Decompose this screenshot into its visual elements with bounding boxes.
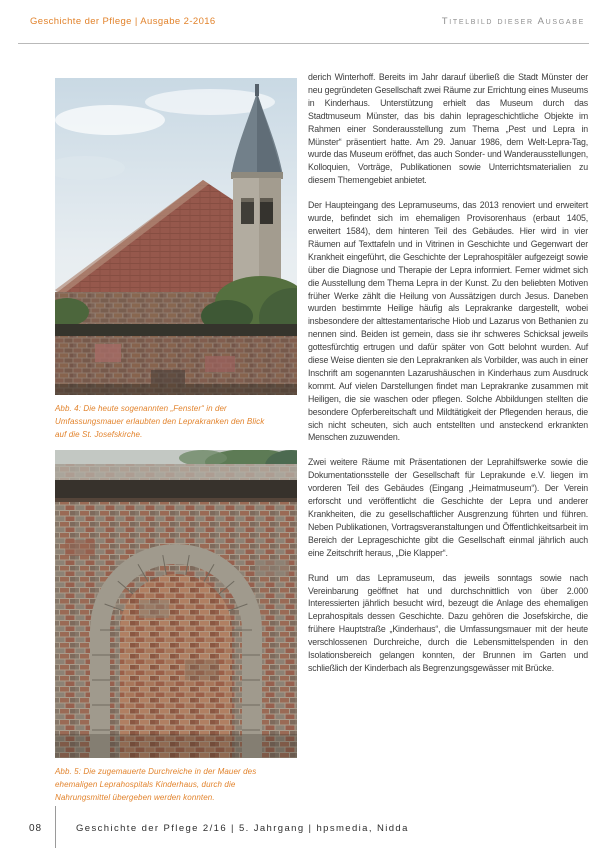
article-paragraph: derich Winterhoff. Bereits im Jahr darauf überließ die Stadt Münster der neu gegründeten Gesellschaft zwei Räume zur Errichtung eines Museums in Kinderhaus. Unterstützung erhielt das Museum durch das Stadtmuseum Münster, das bis dahin leprageschichtliche Objekte im Rahmen einer Sonderausstellung zum Thema „Pest und Lepra in Münster“ präsentiert hatte. Am 29. Januar 1986, dem Welt-Lepra-Tag, wurde das Museum eröffnet, das auch Sonder- und Wanderausstellungen, Kolloquien, Vorträge, Publikationen sowie Unterrichtsmaterialien zu diesem Themengebiet anbietet. — [308, 72, 588, 186]
article-paragraph: Der Haupteingang des Lepramuseums, das 2013 renoviert und erweitert wurde, befindet sich im ehemaligen Provisorenhaus (erbaut 1405, erweitert 1584), dem hinteren Teil des Gebäudes. Hier wird in vier Räumen auf Texttafeln und in Vitrinen in Geschichte und Gegenwart der Krankheit eingeführt, die Geschichte der Leprahospitäler aufgezeigt sowie über die Diagnose und Therapie der Lepra informiert. Ferner widmet sich die Ausstellung dem Thema Lepra in der Kunst. Zu den beliebten Motiven früher Werke zählt die Heilung von Aussätzigen durch Jesus. Daneben wurden bestimmte Heilige häufig als Leprakranke dargestellt, wobei insbesondere der alttestamentarische Hiob und Lazarus von Bethanien zu nennen sind. Beiden ist gemein, dass sie ihr schweres Schicksal jeweils gottesfürchtig ertrugen und dafür später von Gott belohnt wurden. Auf diese Weise dienten sie den Leprakranken als Vorbilder, was auch in einer Inschrift am sogenannten Lazarushäuschen in Kinderhaus zum Ausdruck kommt. Auf vielen Darstellungen findet man Leprakranke zusammen mit Heiligen, die sie waschen oder pflegen. Solche Abbildungen stellten die besondere Opferbereitschaft und Mildtätigkeit der Pflegenden heraus, die sich nicht scheuten, sich auch entstellten und ansteckend erkrankten Menschen zuzuwenden. — [308, 200, 588, 443]
article-paragraph: Rund um das Lepramuseum, das jeweils sonntags sowie nach Vereinbarung geöffnet hat und durchschnittlich von über 2.000 Interessierten jährlich besucht wird, bezeugt die Anlage des ehemaligen Leprahospitals dessen Geschichte. Dazu gehören die Josefskirche, die frühere Hauptstraße „Kinderhaus“, die Umfassungsmauer mit der heute verschlossenen Durchreiche, durch die Lebensmittelspenden in den Isolationsbereich gelangen konnten, der Brunnen im Garten und schließlich der Kinderbach als Begrenzungsgewässer mit Brücke. — [308, 572, 588, 673]
running-head-journal: Geschichte der Pflege | Ausgabe 2-2016 — [30, 16, 216, 27]
bricked-up-arch-photo — [55, 450, 297, 758]
article-text-column — [308, 71, 588, 687]
page-footer — [0, 820, 607, 853]
footer-divider — [55, 806, 56, 848]
page-number: 08 — [29, 823, 43, 834]
running-head-section: Titelbild dieser Ausgabe — [441, 16, 585, 27]
footer-imprint: Geschichte der Pflege 2/16 | 5. Jahrgang | hpsmedia, Nidda — [76, 823, 409, 834]
figure-caption-arch: Abb. 5: Die zugemauerte Durchreiche in der Mauer des ehemaligen Leprahospitals Kinderhaus, durch die Nahrungsmittel übergeben werden konnten. — [55, 767, 257, 802]
figure-column — [55, 78, 297, 802]
article-paragraph: Zwei weitere Räume mit Präsentationen der Leprahilfswerke sowie die Dokumentationsstelle der Gesellschaft für Leprakunde e.V. liegen im vorderen Teil des Gebäudes (Eingang „Heimatmuseum“). Der Verein erforscht und veröffentlicht die Geschichte der Lepra und anderer Krankheiten, die zu gesellschaftlicher Ausgrenzung führten und führen. Neben Publikationen, Vortragsveranstaltungen und Öffentlichkeitsarbeit im Bereich der Leprageschichte gibt die Gesellschaft einmal jährlich auch eine Zeitschrift heraus, „Die Klapper“. — [308, 457, 588, 558]
figure-church — [55, 78, 297, 441]
header-rule — [18, 43, 589, 44]
figure-arch — [55, 450, 297, 804]
figure-caption-church: Abb. 4: Die heute sogenannten „Fenster“ in der Umfassungsmauer erlaubten den Leprakranken den Blick auf die St. Josefskirche. — [55, 404, 265, 439]
church-photo — [55, 78, 297, 395]
